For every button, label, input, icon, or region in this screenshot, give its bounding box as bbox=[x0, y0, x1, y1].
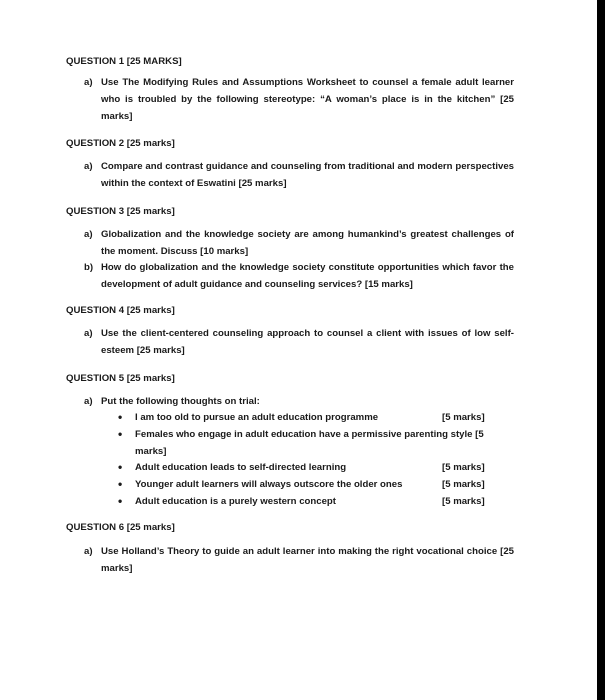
item-label: a) bbox=[84, 546, 93, 557]
item-text: Globalization and the knowledge society are among humankind’s greatest challenges of the moment. Discuss [10 marks] bbox=[101, 229, 514, 257]
bullet-marks: [5 marks] bbox=[442, 412, 485, 423]
question-2-item-a bbox=[84, 158, 514, 192]
bullet-icon: • bbox=[118, 410, 123, 424]
item-text: Use The Modifying Rules and Assumptions Worksheet to counsel a female adult learner who is troubled by the following stereotype: “A woman’s place is in the kitchen” [25 marks] bbox=[101, 77, 514, 122]
question-3-item-b bbox=[84, 259, 514, 293]
question-4-title: QUESTION 4 [25 marks] bbox=[66, 305, 175, 316]
item-text: Compare and contrast guidance and counseling from traditional and modern perspectives within the context of Eswatini [25 marks] bbox=[101, 161, 514, 189]
question-6-title: QUESTION 6 [25 marks] bbox=[66, 522, 175, 533]
bullet-icon: • bbox=[118, 460, 123, 474]
question-1-item-a bbox=[84, 74, 514, 125]
item-label: a) bbox=[84, 229, 93, 240]
bullet-icon: • bbox=[118, 427, 123, 441]
question-1-title: QUESTION 1 [25 MARKS] bbox=[66, 56, 182, 67]
item-label: a) bbox=[84, 328, 93, 339]
bullet-item bbox=[118, 409, 498, 426]
question-6-item-a bbox=[84, 543, 514, 577]
item-label: a) bbox=[84, 77, 93, 88]
bullet-text: Younger adult learners will always outscore the older ones bbox=[135, 479, 403, 490]
question-3-title: QUESTION 3 [25 marks] bbox=[66, 206, 175, 217]
item-text: Use the client-centered counseling approach to counsel a client with issues of low self-esteem [25 marks] bbox=[101, 328, 514, 356]
bullet-text: Adult education leads to self-directed learning bbox=[135, 462, 347, 473]
item-label: a) bbox=[84, 161, 93, 172]
item-text: Use Holland’s Theory to guide an adult learner into making the right vocational choice [25 marks] bbox=[101, 546, 514, 574]
bullet-text: Adult education is a purely western concept bbox=[135, 496, 336, 507]
bullet-item bbox=[118, 459, 498, 476]
question-2-title: QUESTION 2 [25 marks] bbox=[66, 138, 175, 149]
bullet-item bbox=[118, 426, 498, 460]
bullet-text: Females who engage in adult education have a permissive parenting style [5 marks] bbox=[135, 429, 484, 457]
question-4-item-a bbox=[84, 325, 514, 359]
question-5-item-a bbox=[84, 393, 514, 410]
bullet-item bbox=[118, 493, 498, 510]
item-label: a) bbox=[84, 396, 93, 407]
item-text: Put the following thoughts on trial: bbox=[101, 396, 260, 407]
bullet-item bbox=[118, 476, 498, 493]
item-text: How do globalization and the knowledge society constitute opportunities which favor the development of adult guidance and counseling services? [15 marks] bbox=[101, 262, 514, 290]
question-3-item-a bbox=[84, 226, 514, 260]
question-5-title: QUESTION 5 [25 marks] bbox=[66, 373, 175, 384]
bullet-icon: • bbox=[118, 494, 123, 508]
item-label: b) bbox=[84, 262, 94, 273]
bullet-text: I am too old to pursue an adult education programme bbox=[135, 412, 379, 423]
bullet-marks: [5 marks] bbox=[442, 462, 485, 473]
bullet-marks: [5 marks] bbox=[442, 496, 485, 507]
bullet-icon: • bbox=[118, 477, 123, 491]
bullet-marks: [5 marks] bbox=[442, 479, 485, 490]
